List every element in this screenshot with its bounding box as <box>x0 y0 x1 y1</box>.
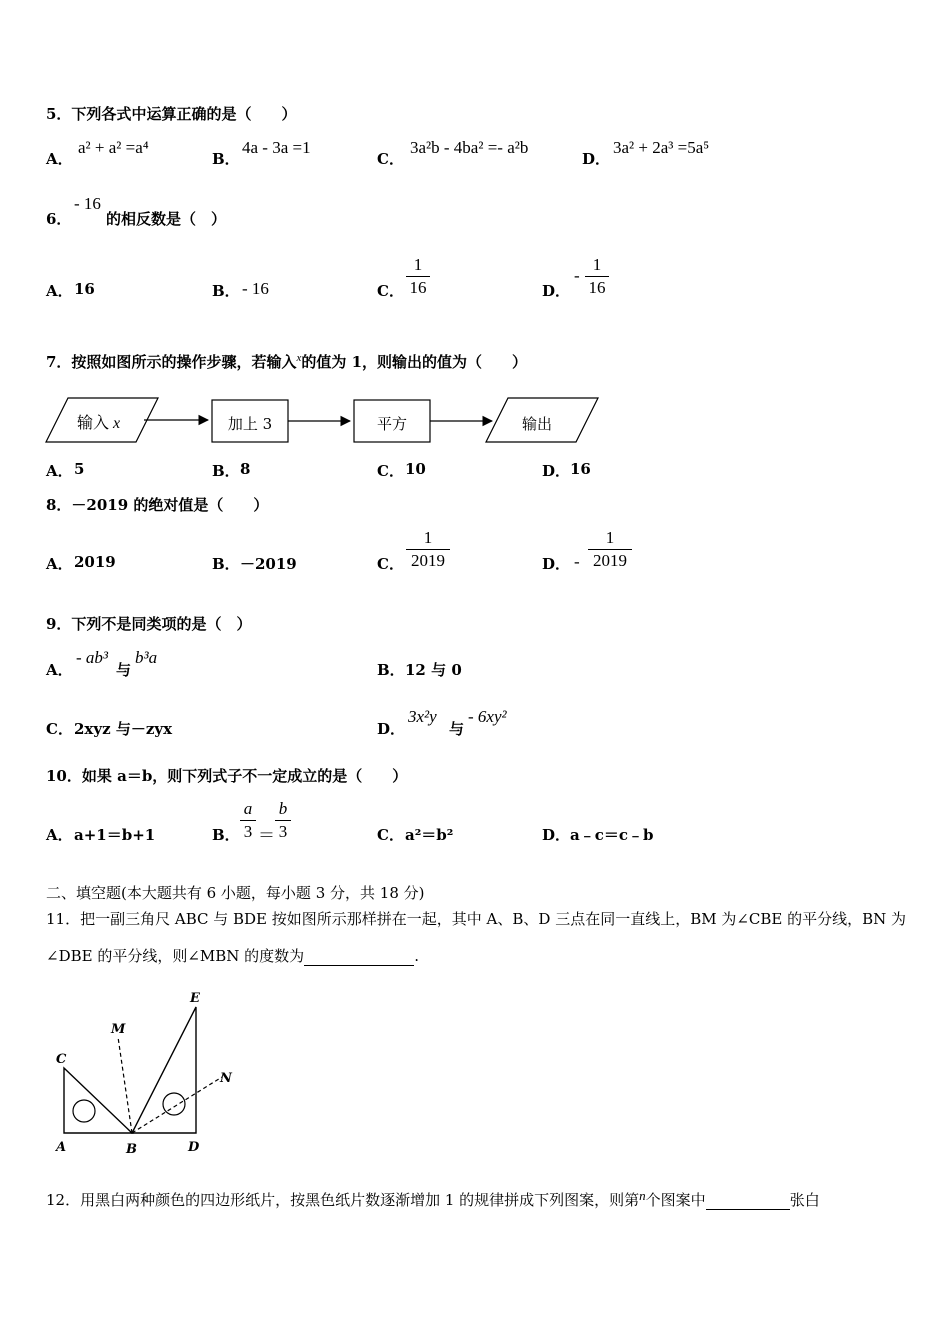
q6-c-denominator: 16 <box>409 278 427 297</box>
q12-end: 张白 <box>789 1191 820 1209</box>
q6-c-label: C． <box>377 282 404 300</box>
q10-stem: 10．如果 a＝b，则下列式子不一定成立的是（ ） <box>46 767 408 785</box>
q5-c-expr: 3a²b - 4ba² =- a²b <box>410 138 529 157</box>
q11-line1: 11．把一副三角尺 ABC 与 BDE 按如图所示那样拼在一起，其中 A、B、D 三点在同一直线上，BM 为∠CBE 的平分线，BN 为 <box>46 910 907 928</box>
q7-stem-b: 的值为 1，则输出的值为（ ） <box>301 353 528 371</box>
q11-line2 <box>46 945 419 966</box>
bisector-bm <box>118 1037 132 1133</box>
q8-c-fraction <box>406 528 450 571</box>
q6-a-label: A． <box>46 282 73 300</box>
label-b: B <box>126 1142 137 1157</box>
q9-d-conj: 与 <box>449 720 465 738</box>
q6-d-fraction <box>585 255 609 298</box>
q10-c-label: C． <box>377 826 404 844</box>
q10-d-label: D． <box>542 826 571 844</box>
q9-d-expr1: 3x²y <box>408 707 437 726</box>
q12-stem <box>46 1188 820 1210</box>
label-a: A <box>56 1140 67 1155</box>
q8-d-denominator: 2019 <box>593 551 627 570</box>
q8-d-label: D． <box>542 555 571 573</box>
q6-b-text: - 16 <box>242 279 269 298</box>
q9-a-conj: 与 <box>116 661 132 679</box>
q10-b-numerator-1: a <box>240 799 256 821</box>
q5-b-label: B． <box>212 150 240 168</box>
q7-b-text: 8 <box>240 460 251 478</box>
q6-d-numerator: 1 <box>585 255 609 277</box>
q6-stem: 的相反数是（ ） <box>106 210 227 228</box>
q5-a-label: A． <box>46 150 73 168</box>
q9-a-label: A． <box>46 661 73 679</box>
q12-answer-blank[interactable] <box>706 1195 790 1210</box>
q7-flowchart <box>44 392 604 448</box>
q8-c-denominator: 2019 <box>411 551 445 570</box>
q12-var: n <box>639 1188 646 1203</box>
q6-d-label: D． <box>542 282 571 300</box>
q9-a-expr2: b³a <box>135 648 158 667</box>
q10-b-fraction-1 <box>240 799 256 842</box>
q7-a-label: A． <box>46 462 73 480</box>
q5-d-expr: 3a² + 2a³ =5a⁵ <box>613 138 710 157</box>
q7-c-label: C． <box>377 462 404 480</box>
q12-stem-b: 个图案中 <box>645 1191 706 1209</box>
q8-b-label: B． <box>212 555 240 573</box>
label-e: E <box>190 991 200 1006</box>
q5-b-expr: 4a - 3a =1 <box>242 138 311 157</box>
q7-stem <box>46 351 527 372</box>
label-c: C <box>56 1052 67 1067</box>
q10-a-label: A． <box>46 826 73 844</box>
flow-step2-text: 平方 <box>376 415 408 433</box>
q5-option-a <box>46 148 73 169</box>
q11-answer-blank[interactable] <box>304 951 414 966</box>
q5-d-label: D． <box>582 150 611 168</box>
q8-c-label: C． <box>377 555 404 573</box>
flow-output-text: 输出 <box>521 415 553 433</box>
q10-d-text: a﹣c＝c﹣b <box>570 826 654 844</box>
triangle-bde <box>132 1007 196 1133</box>
triangle-bde-hole <box>163 1093 185 1115</box>
q7-d-text: 16 <box>570 460 591 478</box>
q9-d-expr2: - 6xy² <box>468 707 507 726</box>
q6-expr: - 16 <box>74 194 101 213</box>
q7-c-text: 10 <box>405 460 426 478</box>
q7-stem-a: 7．按照如图所示的操作步骤，若输入 <box>46 353 297 371</box>
q6-a-text: 16 <box>74 280 95 298</box>
q9-c-label: C． <box>46 720 73 738</box>
q7-b-label: B． <box>212 462 240 480</box>
q12-stem-a: 12．用黑白两种颜色的四边形纸片，按黑色纸片数逐渐增加 1 的规律拼成下列图案，则第 <box>46 1191 640 1209</box>
label-d: D <box>188 1140 200 1155</box>
q11-line2-text: ∠DBE 的平分线，则∠MBN 的度数为 <box>46 947 305 965</box>
q10-a-text: a+1＝b+1 <box>74 826 156 844</box>
q6-d-denominator: 16 <box>588 278 606 297</box>
q11-figure <box>50 985 250 1160</box>
q9-d-label: D． <box>377 720 406 738</box>
q6-c-fraction <box>406 255 430 298</box>
q6-b-label: B． <box>212 282 240 300</box>
q5-c-label: C． <box>377 150 404 168</box>
q8-d-fraction <box>588 528 632 571</box>
q9-c-text: 2xyz 与－zyx <box>74 720 173 738</box>
q8-b-text: －2019 <box>240 555 297 573</box>
section-2-title: 二、填空题(本大题共有 6 小题，每小题 3 分，共 18 分) <box>46 884 425 902</box>
q5-stem: 5．下列各式中运算正确的是（ ） <box>46 105 297 123</box>
q8-d-sign: - <box>574 552 580 571</box>
q11-end: . <box>414 947 419 965</box>
q7-var: x <box>296 352 302 364</box>
label-n: N <box>220 1071 232 1086</box>
q10-b-fraction-2 <box>275 799 291 842</box>
q10-c-text: a²＝b² <box>405 826 454 844</box>
flow-step1-text: 加上 3 <box>227 415 273 433</box>
q8-d-numerator: 1 <box>588 528 632 550</box>
q6-d-sign: - <box>574 266 580 285</box>
q9-stem: 9．下列不是同类项的是（ ） <box>46 615 252 633</box>
q8-a-label: A． <box>46 555 73 573</box>
q10-b-denominator-2: 3 <box>278 822 288 841</box>
q7-d-label: D． <box>542 462 571 480</box>
q9-a-expr1: - ab³ <box>76 648 109 667</box>
q10-b-numerator-2: b <box>275 799 291 821</box>
q7-a-text: 5 <box>74 460 85 478</box>
q9-b-text: 12 与 0 <box>405 661 462 679</box>
flow-input-text: 输入 x <box>77 413 121 432</box>
label-m: M <box>111 1022 126 1037</box>
q8-c-numerator: 1 <box>406 528 450 550</box>
q5-a-expr: a² + a² =a⁴ <box>78 138 149 157</box>
triangle-abc <box>64 1068 132 1133</box>
q10-b-label: B． <box>212 826 240 844</box>
q8-stem: 8．－2019 的绝对值是（ ） <box>46 496 269 514</box>
triangle-abc-hole <box>73 1100 95 1122</box>
q6-number: 6． <box>46 210 72 228</box>
q10-b-denominator-1: 3 <box>243 822 253 841</box>
q9-b-label: B． <box>377 661 405 679</box>
q10-b-equals: ＝ <box>258 826 275 845</box>
q8-a-text: 2019 <box>74 553 116 571</box>
q6-c-numerator: 1 <box>406 255 430 277</box>
